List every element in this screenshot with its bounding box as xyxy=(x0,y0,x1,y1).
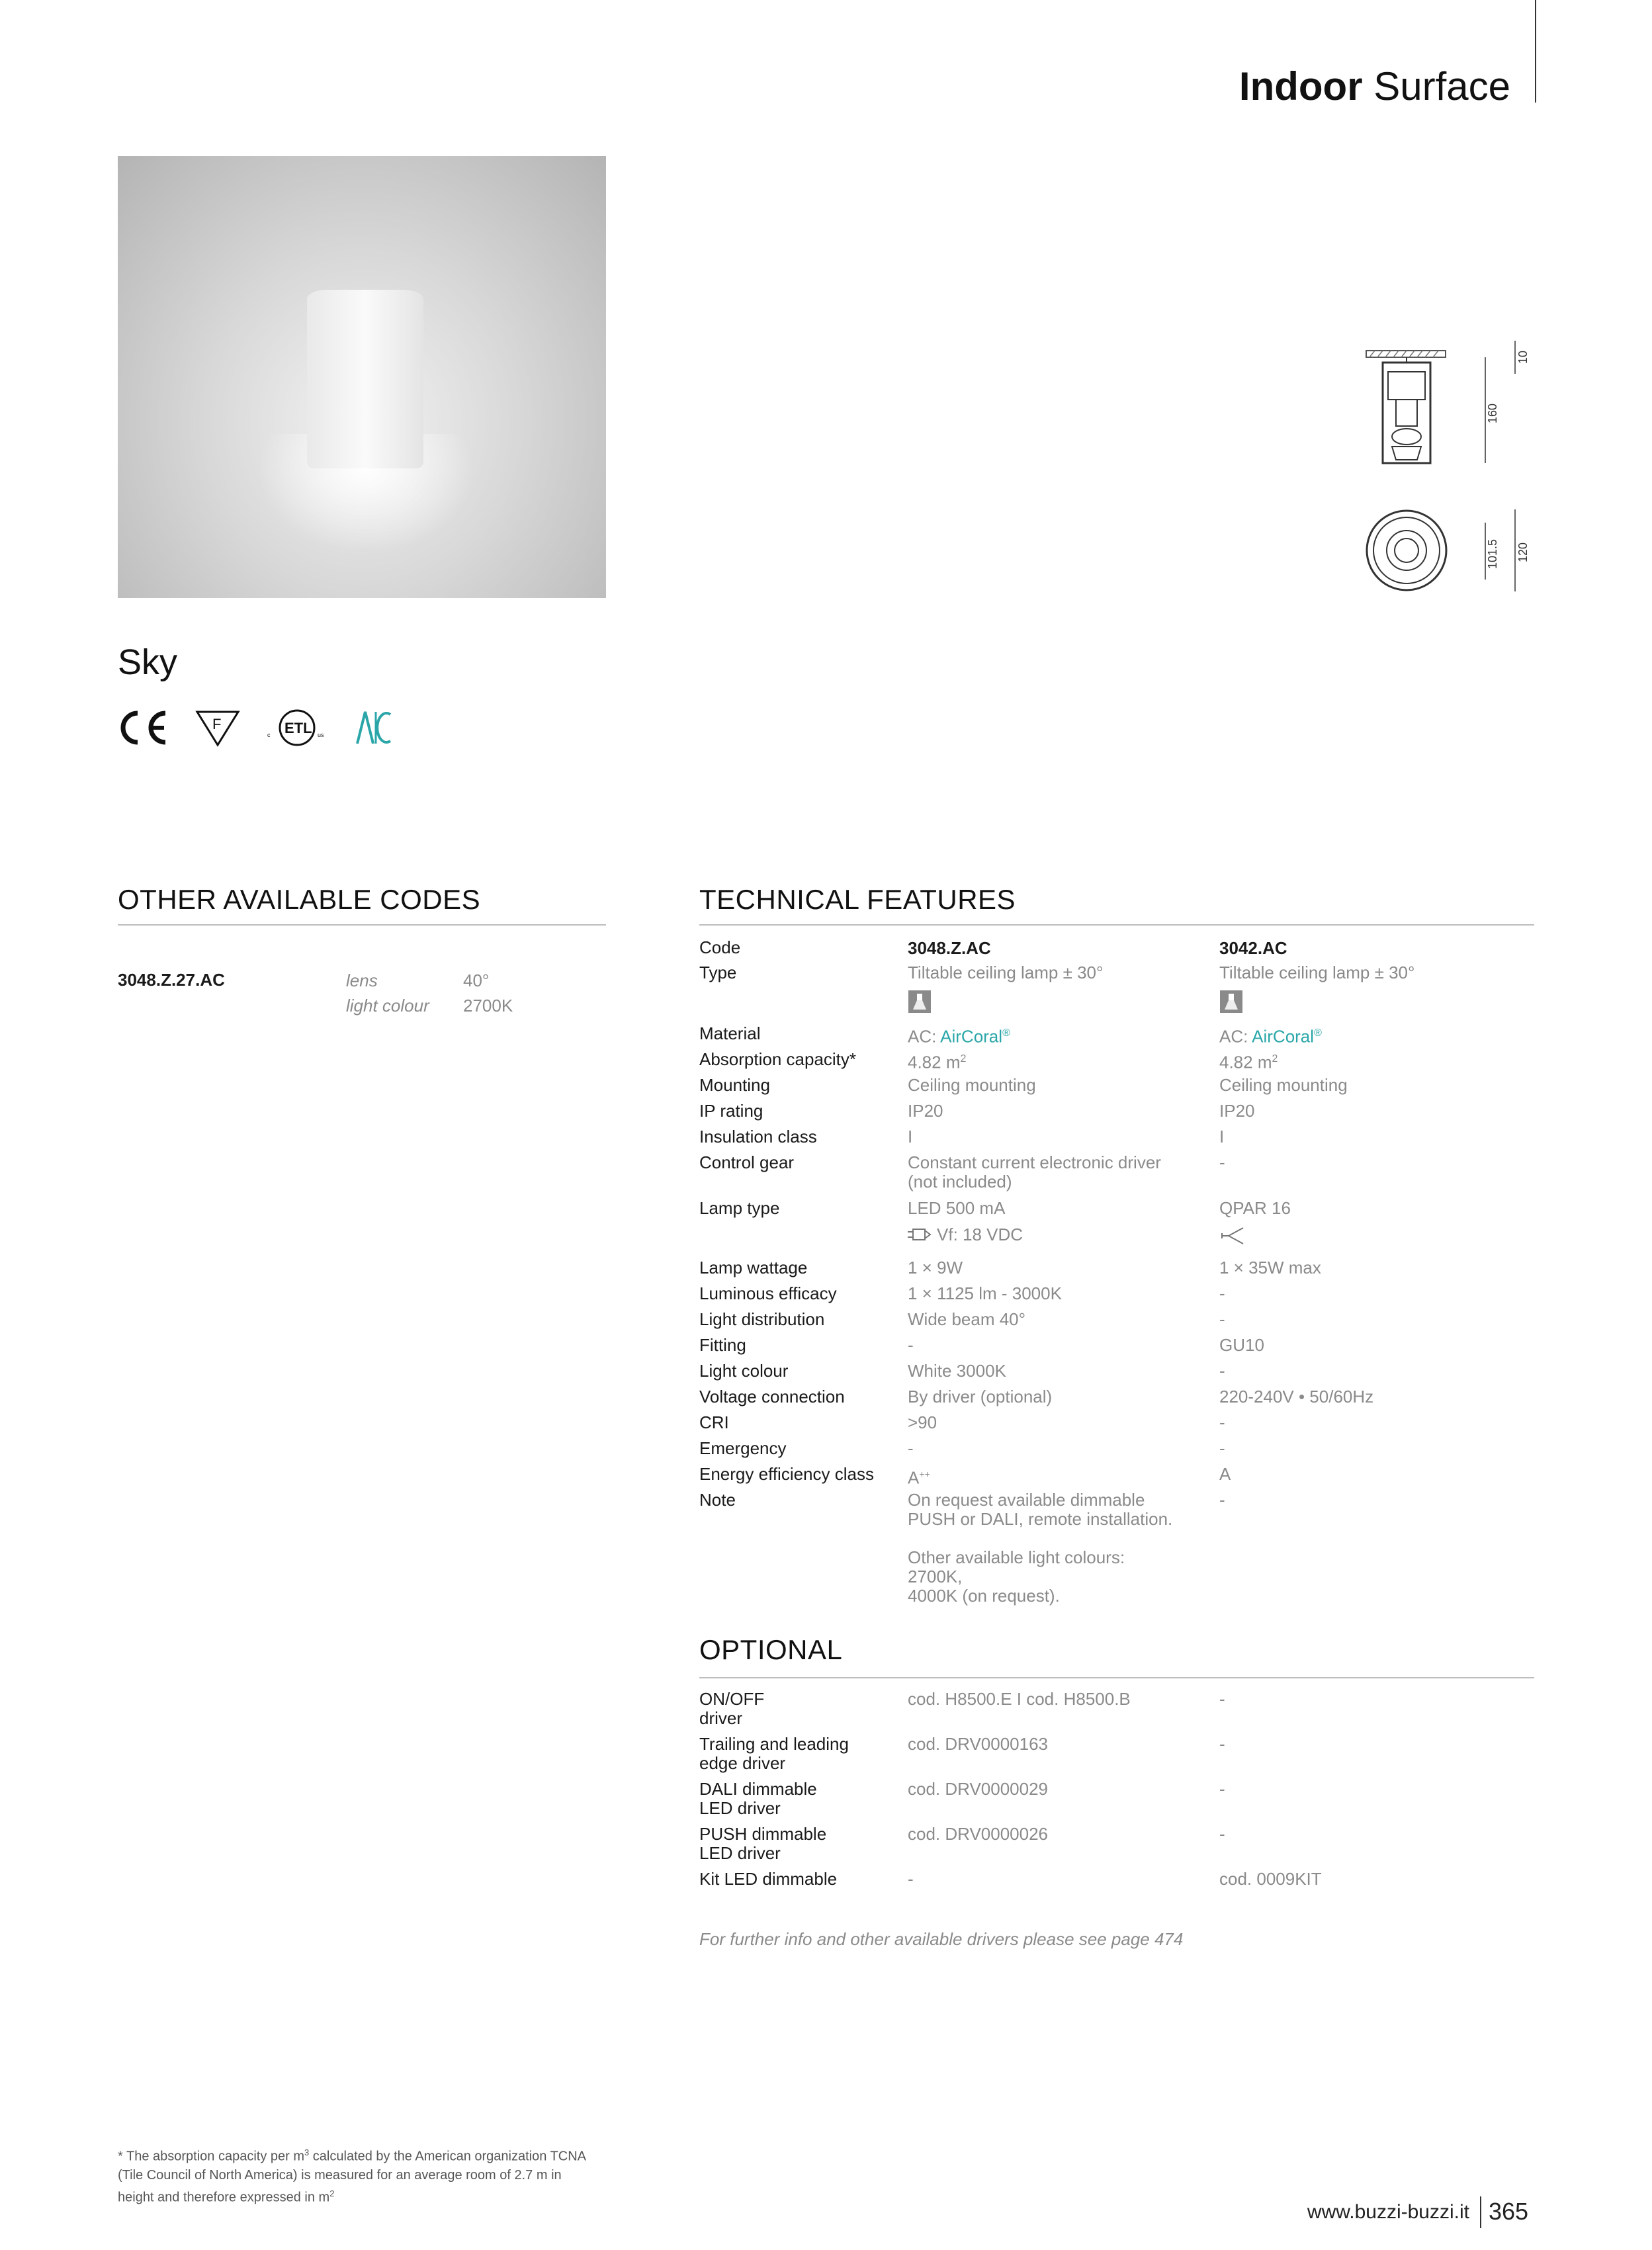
other-code-lens-label: lens xyxy=(346,971,378,990)
optional-col2: - xyxy=(1219,1689,1225,1709)
website-link[interactable]: www.buzzi-buzzi.it xyxy=(1307,2201,1469,2223)
other-code-value: 3048.Z.27.AC xyxy=(118,970,225,990)
technical-rule xyxy=(699,924,1534,926)
absorption-value: 4.82 m xyxy=(908,1052,961,1072)
other-codes-title: OTHER AVAILABLE CODES xyxy=(118,884,481,915)
tech-absorption-label: Absorption capacity* xyxy=(699,1049,857,1069)
tech-type-col2: Tiltable ceiling lamp ± 30° xyxy=(1219,963,1415,982)
aircoral-brand: AirCoral xyxy=(940,1026,1003,1047)
tech-type-label: Type xyxy=(699,963,737,982)
ceiling-lamp-icon xyxy=(908,990,932,1014)
page-title-bold: Indoor xyxy=(1239,64,1363,108)
optional-col1: cod. DRV0000163 xyxy=(908,1734,1049,1754)
tech-row-col2: 1 × 35W max xyxy=(1219,1258,1321,1277)
optional-footnote: For further info and other available drivers please see page 474 xyxy=(699,1929,1184,1949)
page-title xyxy=(1239,64,1510,109)
tech-row-col2: 220-240V • 50/60Hz xyxy=(1219,1387,1374,1406)
optional-col2: cod. 0009KIT xyxy=(1219,1869,1322,1889)
dim-top: 10 xyxy=(1516,350,1530,364)
other-code-lens-value: 40° xyxy=(463,971,490,990)
tech-row-col1: White 3000K xyxy=(908,1361,1006,1381)
dim-height: 160 xyxy=(1486,403,1499,423)
page-number: 365 xyxy=(1489,2198,1529,2225)
tech-absorption-col1 xyxy=(908,1050,966,1072)
absorption-value: 4.82 m xyxy=(1219,1052,1272,1072)
energy-class-sup: ++ xyxy=(919,1469,930,1479)
dim-inner-diameter: 101.5 xyxy=(1486,539,1499,569)
tech-row-label: Light colour xyxy=(699,1361,789,1381)
tech-control-gear-col2: - xyxy=(1219,1152,1225,1172)
tech-code-label: Code xyxy=(699,937,741,957)
energy-class: A xyxy=(908,1467,920,1488)
tech-row-col1: I xyxy=(908,1127,913,1147)
tech-row-col2: Ceiling mounting xyxy=(1219,1075,1348,1095)
tech-material-label: Material xyxy=(699,1023,761,1043)
led-driver-icon xyxy=(908,1225,933,1244)
optional-col2: - xyxy=(1219,1734,1225,1754)
tech-lamp-type-col1: LED 500 mA xyxy=(908,1198,1006,1218)
tech-row-label: Emergency xyxy=(699,1438,787,1458)
material-prefix: AC: xyxy=(908,1026,941,1047)
footnote-line1-end: calculated by the American organization TCNA xyxy=(309,2149,586,2164)
tech-row-col2: IP20 xyxy=(1219,1101,1255,1121)
tech-row-label: Luminous efficacy xyxy=(699,1283,837,1303)
tech-note-line: Other available light colours: xyxy=(908,1547,1125,1567)
aircoral-brand: AirCoral xyxy=(1252,1026,1315,1047)
other-code-colour-label: light colour xyxy=(346,996,429,1016)
etl-mark-icon xyxy=(267,708,327,748)
tech-row-label: Insulation class xyxy=(699,1127,817,1147)
other-codes-rule xyxy=(118,924,606,926)
tech-absorption-col2 xyxy=(1219,1050,1278,1072)
tech-row-col2: - xyxy=(1219,1283,1225,1303)
material-prefix: AC: xyxy=(1219,1026,1252,1047)
tech-row-label: IP rating xyxy=(699,1101,763,1121)
optional-label: Kit LED dimmable xyxy=(699,1869,838,1889)
tech-energy-col2: A xyxy=(1219,1464,1231,1484)
tech-control-gear-label: Control gear xyxy=(699,1152,795,1172)
footnote-line2: (Tile Council of North America) is measured for an average room of 2.7 m in xyxy=(118,2167,562,2183)
tech-row-col1: IP20 xyxy=(908,1101,943,1121)
tech-row-col1: 1 × 1125 lm - 3000K xyxy=(908,1283,1062,1303)
optional-col1: cod. DRV0000029 xyxy=(908,1779,1049,1799)
aircoral-reg: ® xyxy=(1314,1027,1322,1039)
optional-col2: - xyxy=(1219,1824,1225,1844)
f-mark-icon xyxy=(195,708,241,748)
tech-row-col1: - xyxy=(908,1335,914,1355)
optional-col1: cod. H8500.E I cod. H8500.B xyxy=(908,1689,1131,1709)
lamp-cylinder xyxy=(307,290,423,468)
tech-code-col1: 3048.Z.AC xyxy=(908,938,991,958)
tech-lamp-type-col2: QPAR 16 xyxy=(1219,1198,1291,1218)
optional-title: OPTIONAL xyxy=(699,1634,843,1665)
tech-energy-label: Energy efficiency class xyxy=(699,1464,874,1484)
tech-row-col1: >90 xyxy=(908,1412,937,1432)
tech-row-col2: GU10 xyxy=(1219,1335,1264,1355)
optional-label: LED driver xyxy=(699,1843,781,1863)
tech-row-col1: 1 × 9W xyxy=(908,1258,963,1277)
tech-control-gear-col1-line2: (not included) xyxy=(908,1172,1012,1191)
tech-row-col2: I xyxy=(1219,1127,1225,1147)
tech-row-col1: Ceiling mounting xyxy=(908,1075,1036,1095)
optional-col1: cod. DRV0000026 xyxy=(908,1824,1049,1844)
tech-material-col1 xyxy=(908,1024,1010,1046)
optional-label: driver xyxy=(699,1708,743,1728)
footnote-line3: height and therefore expressed in m xyxy=(118,2190,330,2205)
optional-label: Trailing and leading xyxy=(699,1734,849,1754)
tech-row-label: Lamp wattage xyxy=(699,1258,808,1277)
tech-row-label: Fitting xyxy=(699,1335,746,1355)
footnote-sup2: 2 xyxy=(329,2188,335,2198)
product-name: Sky xyxy=(118,642,178,682)
optional-rule xyxy=(699,1677,1534,1678)
page-title-light: Surface xyxy=(1373,64,1510,108)
tech-row-col2: - xyxy=(1219,1438,1225,1458)
tech-lamp-type-label: Lamp type xyxy=(699,1198,780,1218)
tech-row-label: Light distribution xyxy=(699,1309,825,1329)
optional-label: ON/OFF xyxy=(699,1689,765,1709)
tech-material-col2 xyxy=(1219,1024,1322,1046)
tech-lamp-type-col1-sub xyxy=(908,1225,1023,1244)
certification-row xyxy=(118,705,393,751)
optional-col1: - xyxy=(908,1869,914,1889)
aircoral-reg: ® xyxy=(1002,1027,1010,1039)
page-number-divider xyxy=(1480,2196,1481,2228)
footnote-sup: 3 xyxy=(304,2147,310,2157)
tech-row-col2: - xyxy=(1219,1309,1225,1329)
tech-row-label: Mounting xyxy=(699,1075,770,1095)
ce-mark-icon xyxy=(118,709,168,746)
tech-row-label: Voltage connection xyxy=(699,1387,845,1406)
tech-control-gear-col1-line1: Constant current electronic driver xyxy=(908,1152,1161,1172)
optional-label: LED driver xyxy=(699,1798,781,1818)
tech-row-col2: - xyxy=(1219,1361,1225,1381)
svg-text:F: F xyxy=(212,716,222,732)
tech-row-col1: - xyxy=(908,1438,914,1458)
absorption-sup: 2 xyxy=(1272,1053,1278,1064)
absorption-footnote xyxy=(118,2143,634,2206)
technical-drawing xyxy=(1356,331,1555,609)
optional-label: PUSH dimmable xyxy=(699,1824,827,1844)
svg-text:ETL: ETL xyxy=(284,720,312,736)
lamp-vf: Vf: 18 VDC xyxy=(937,1225,1023,1244)
optional-label: DALI dimmable xyxy=(699,1779,817,1799)
svg-text:us: us xyxy=(318,732,324,738)
optional-label: edge driver xyxy=(699,1753,786,1773)
tech-note-line: PUSH or DALI, remote installation. xyxy=(908,1509,1173,1529)
absorption-sup: 2 xyxy=(960,1053,967,1064)
product-photo xyxy=(118,156,606,598)
tech-note-line: 4000K (on request). xyxy=(908,1586,1060,1606)
tech-row-col1: Wide beam 40° xyxy=(908,1309,1026,1329)
tech-note-line: On request available dimmable xyxy=(908,1490,1145,1510)
dim-outer-diameter: 120 xyxy=(1516,542,1530,562)
footnote-line1: * The absorption capacity per m xyxy=(118,2149,305,2164)
halogen-bulb-icon xyxy=(1219,1225,1248,1246)
ac-mark-icon xyxy=(353,708,393,748)
tech-row-col2: - xyxy=(1219,1412,1225,1432)
ceiling-lamp-icon xyxy=(1219,990,1243,1014)
tech-energy-col1 xyxy=(908,1465,930,1487)
other-code-colour-value: 2700K xyxy=(463,996,513,1016)
tech-row-label: CRI xyxy=(699,1412,729,1432)
tech-row-col1: By driver (optional) xyxy=(908,1387,1053,1406)
svg-text:c: c xyxy=(267,732,271,738)
technical-title: TECHNICAL FEATURES xyxy=(699,884,1016,915)
tech-note-line: 2700K, xyxy=(908,1567,963,1586)
tech-type-col1: Tiltable ceiling lamp ± 30° xyxy=(908,963,1104,982)
tech-note-label: Note xyxy=(699,1490,736,1510)
tech-note-col2: - xyxy=(1219,1490,1225,1510)
header-divider xyxy=(1535,0,1536,103)
optional-col2: - xyxy=(1219,1779,1225,1799)
tech-code-col2: 3042.AC xyxy=(1219,938,1287,958)
